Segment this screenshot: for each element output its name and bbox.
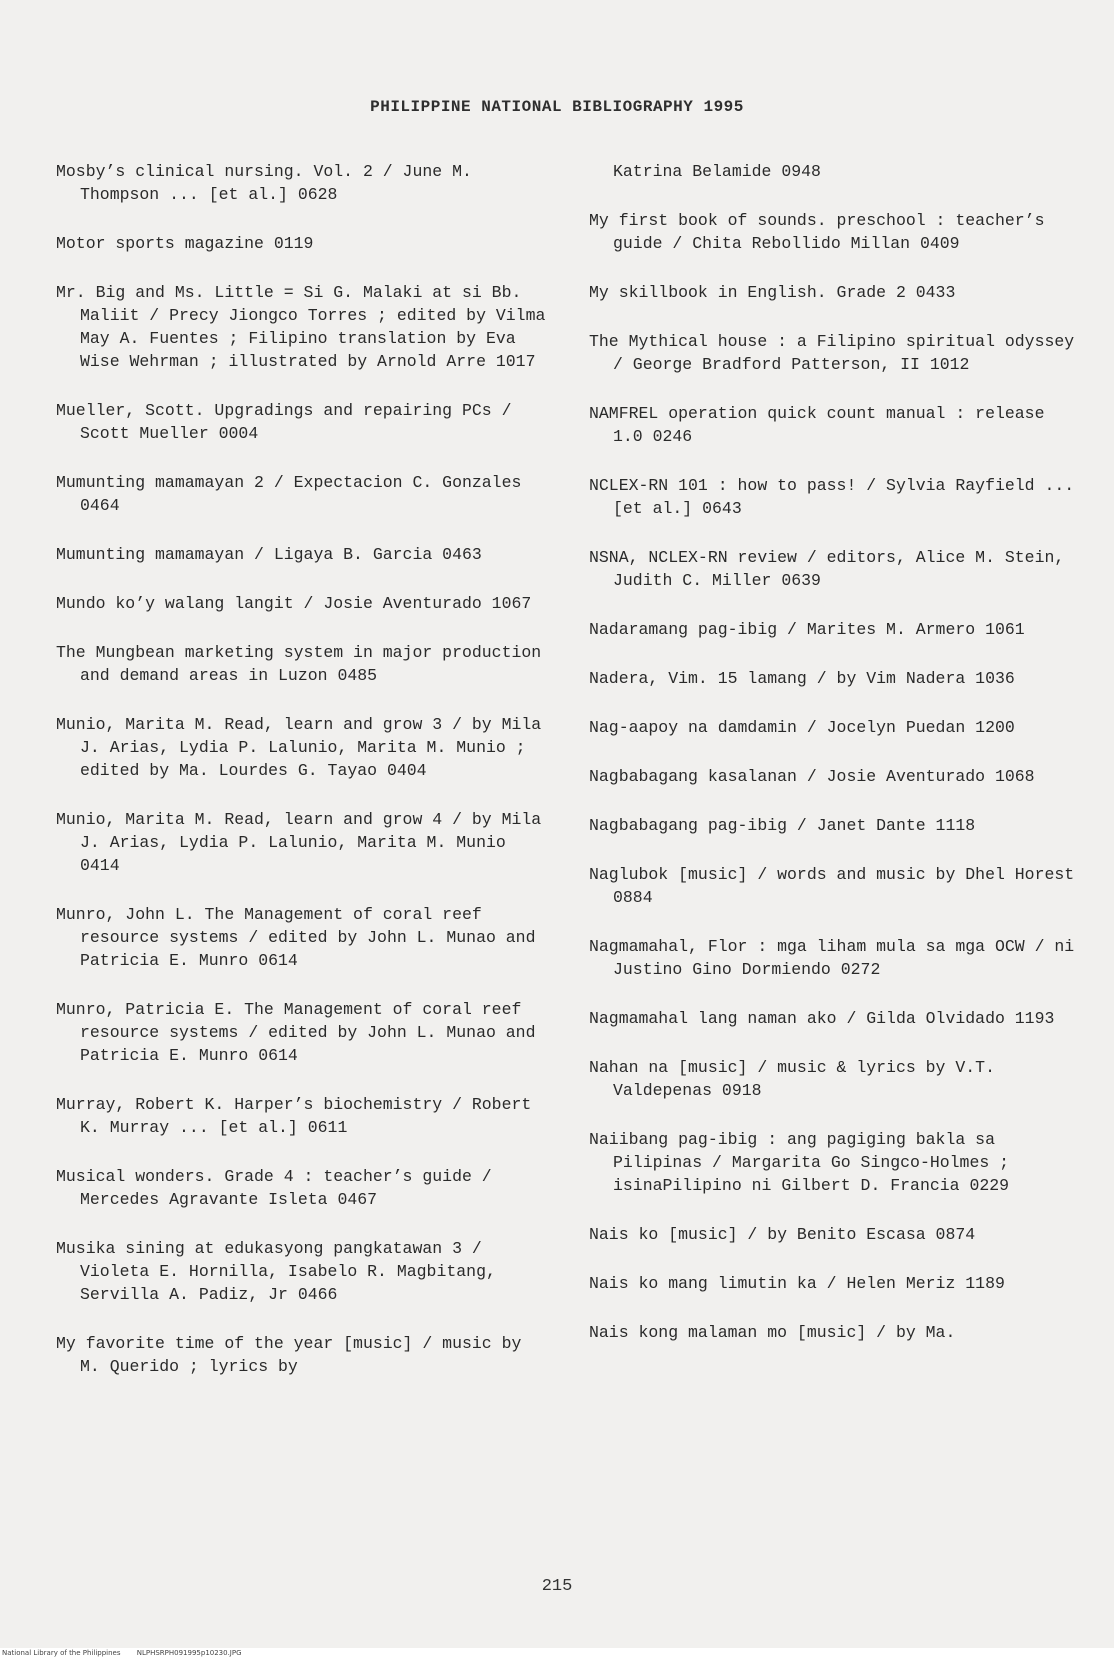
bibliography-entry: Mumunting mamamayan 2 / Expectacion C. Gonzales 0464 (56, 473, 522, 515)
bibliography-entry-continuation: Katrina Belamide 0948 (613, 162, 821, 181)
bibliography-entry: Munro, Patricia E. The Management of coral reef resource systems / edited by John L. Munao and Patricia E. Munro 0614 (56, 1000, 536, 1065)
bibliography-entry: Mr. Big and Ms. Little = Si G. Malaki at si Bb. Maliit / Precy Jiongco Torres ; edited by Vilma May A. Fuentes ; Filipino translation by Eva Wise Wehrman ; illustrated by Arnold Arre 1017 (56, 283, 546, 371)
bibliography-entry: Nagbabagang kasalanan / Josie Aventurado 1068 (589, 767, 1035, 786)
bibliography-entry: My favorite time of the year [music] / music by M. Querido ; lyrics by (56, 1334, 522, 1376)
scan-footer (0, 1648, 1114, 1658)
bibliography-entry: My first book of sounds. preschool : teacher’s guide / Chita Rebollido Millan 0409 (589, 211, 1045, 253)
bibliography-entry: Nais ko [music] / by Benito Escasa 0874 (589, 1225, 976, 1244)
bibliography-entry: Munro, John L. The Management of coral reef resource systems / edited by John L. Munao and Patricia E. Munro 0614 (56, 905, 536, 970)
bibliography-entry: Munio, Marita M. Read, learn and grow 4 / by Mila J. Arias, Lydia P. Lalunio, Marita M. Munio 0414 (56, 810, 542, 875)
bibliography-entry: Mundo ko’y walang langit / Josie Aventurado 1067 (56, 594, 532, 613)
bibliography-entry: Motor sports magazine 0119 (56, 234, 314, 253)
bibliography-entry: The Mungbean marketing system in major production and demand areas in Luzon 0485 (56, 643, 542, 685)
bibliography-entry: Nagmamahal, Flor : mga liham mula sa mga OCW / ni Justino Gino Dormiendo 0272 (589, 937, 1075, 979)
right-column (589, 160, 1079, 1370)
bibliography-entry: Nag-aapoy na damdamin / Jocelyn Puedan 1200 (589, 718, 1015, 737)
bibliography-entry: Mueller, Scott. Upgradings and repairing PCs / Scott Mueller 0004 (56, 401, 512, 443)
bibliography-entry: Musika sining at edukasyong pangkatawan 3 / Violeta E. Hornilla, Isabelo R. Magbitang, Servilla A. Padiz, Jr 0466 (56, 1239, 496, 1304)
bibliography-entry: NSNA, NCLEX-RN review / editors, Alice M. Stein, Judith C. Miller 0639 (589, 548, 1065, 590)
bibliography-entry: Murray, Robert K. Harper’s biochemistry / Robert K. Murray ... [et al.] 0611 (56, 1095, 532, 1137)
bibliography-entry: Nais kong malaman mo [music] / by Ma. (589, 1323, 956, 1342)
left-column (56, 160, 546, 1404)
bibliography-entry: Nais ko mang limutin ka / Helen Meriz 1189 (589, 1274, 1005, 1293)
bibliography-entry: Nagbabagang pag-ibig / Janet Dante 1118 (589, 816, 976, 835)
footer-file-id: NLPHSRPH091995p10230.JPG (136, 1649, 242, 1657)
bibliography-entry: Nagmamahal lang naman ako / Gilda Olvidado 1193 (589, 1009, 1055, 1028)
bibliography-entry: Nadera, Vim. 15 lamang / by Vim Nadera 1036 (589, 669, 1015, 688)
bibliography-entry: Mosby’s clinical nursing. Vol. 2 / June M. Thompson ... [et al.] 0628 (56, 162, 472, 204)
bibliography-entry: Naglubok [music] / words and music by Dhel Horest 0884 (589, 865, 1075, 907)
bibliography-entry: NCLEX-RN 101 : how to pass! / Sylvia Rayfield ... [et al.] 0643 (589, 476, 1075, 518)
footer-institution: National Library of the Philippines (2, 1649, 121, 1657)
bibliography-entry: NAMFREL operation quick count manual : release 1.0 0246 (589, 404, 1045, 446)
bibliography-entry: Musical wonders. Grade 4 : teacher’s guide / Mercedes Agravante Isleta 0467 (56, 1167, 492, 1209)
page-title: PHILIPPINE NATIONAL BIBLIOGRAPHY 1995 (370, 98, 744, 116)
bibliography-entry: Munio, Marita M. Read, learn and grow 3 / by Mila J. Arias, Lydia P. Lalunio, Marita M. Munio ; edited by Ma. Lourdes G. Tayao 0404 (56, 715, 542, 780)
bibliography-entry: Nahan na [music] / music & lyrics by V.T. Valdepenas 0918 (589, 1058, 995, 1100)
bibliography-entry: Mumunting mamamayan / Ligaya B. Garcia 0463 (56, 545, 482, 564)
bibliography-entry: Naiibang pag-ibig : ang pagiging bakla sa Pilipinas / Margarita Go Singco-Holmes ; isinaPilipino ni Gilbert D. Francia 0229 (589, 1130, 1010, 1195)
bibliography-entry: The Mythical house : a Filipino spiritual odyssey / George Bradford Patterson, II 1012 (589, 332, 1075, 374)
page-number: 215 (541, 1577, 573, 1596)
bibliography-entry: My skillbook in English. Grade 2 0433 (589, 283, 956, 302)
bibliography-entry: Nadaramang pag-ibig / Marites M. Armero 1061 (589, 620, 1025, 639)
